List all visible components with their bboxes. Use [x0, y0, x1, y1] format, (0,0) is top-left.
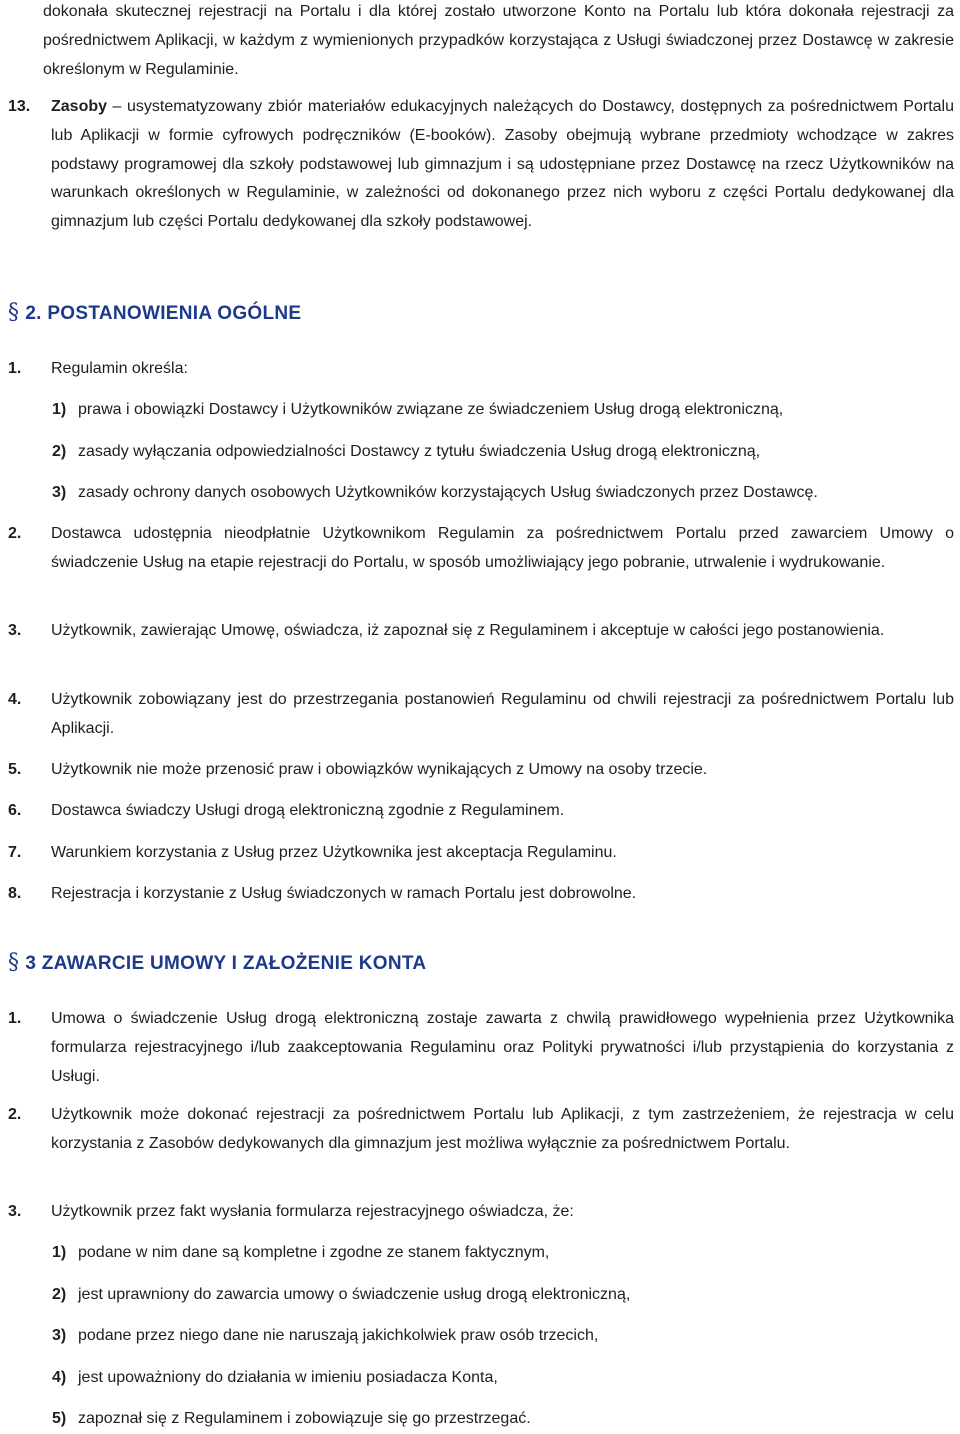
section-2-subitem-2 — [52, 438, 954, 467]
item-text: Dostawca udostępnia nieodpłatnie Użytkownikom Regulamin za pośrednictwem Portalu przed zawarciem Umowy o świadczenie Usług na etapie rejestracji do Portalu, w sposób umożliwiający jego pobranie, utrwalenie i wydrukowanie. — [51, 525, 954, 571]
item-text: Rejestracja i korzystanie z Usług świadczonych w ramach Portalu jest dobrowolne. — [51, 885, 637, 902]
section-3-subitem-2 — [52, 1281, 954, 1310]
item-text: Dostawca świadczy Usługi drogą elektroniczną zgodnie z Regulaminem. — [51, 802, 565, 819]
item-number: 8. — [8, 885, 22, 902]
section-3-heading — [8, 951, 426, 976]
subitem-number: 1) — [52, 401, 67, 418]
item-text: Użytkownik zobowiązany jest do przestrzegania postanowień Regulaminu od chwili rejestracji za pośrednictwem Portalu lub Aplikacji. — [51, 691, 954, 737]
subitem-text: zapoznał się z Regulaminem i zobowiązuje się go przestrzegać. — [78, 1410, 531, 1427]
item-text: Użytkownik przez fakt wysłania formularza rejestracyjnego oświadcza, że: — [51, 1203, 574, 1220]
item-number: 3. — [8, 1203, 22, 1220]
subitem-number: 5) — [52, 1410, 67, 1427]
section-3-subitem-5 — [52, 1405, 954, 1434]
subitem-number: 4) — [52, 1369, 67, 1386]
definition-text: – usystematyzowany zbiór materiałów edukacyjnych należących do Dostawcy, dostępnych za pośrednictwem Portalu lub Aplikacji w formie cyfrowych podręczników (E-booków). Zasoby obejmują wybrane przedmioty wchodzące w zakres podstawy programowej dla szkoły podstawowej lub gimnazjum i są udostępniane przez Dostawcę na rzecz Użytkowników na warunkach określonych w Regulaminie, w zależności od dokonanego przez nich wyboru z części Portalu dedykowanej dla gimnazjum lub części Portalu dedykowanej dla szkoły podstawowej. — [51, 98, 954, 231]
item-text: Użytkownik nie może przenosić praw i obowiązków wynikających z Umowy na osoby trzecie. — [51, 761, 708, 778]
section-2-item-7 — [8, 839, 954, 868]
section-3-item-3 — [8, 1198, 954, 1227]
item-text: Umowa o świadczenie Usług drogą elektroniczną zostaje zawarta z chwilą prawidłowego wypełnienia przez Użytkownika formularza rejestracyjnego i/lub zaakceptowania Regulaminu oraz Polityki prywatności i/lub przystąpienia do korzystania z Usługi. — [51, 1010, 954, 1085]
item-number: 2. — [8, 1106, 22, 1123]
item-text: Użytkownik może dokonać rejestracji za pośrednictwem Portalu lub Aplikacji, z tym zastrzeżeniem, że rejestracja w celu korzystania z Zasobów dedykowanych dla gimnazjum jest możliwa wyłącznie za pośrednictwem Portalu. — [51, 1106, 954, 1152]
item-number: 4. — [8, 691, 22, 708]
section-3-item-1 — [8, 1005, 954, 1091]
subitem-number: 3) — [52, 484, 67, 501]
subitem-number: 1) — [52, 1244, 67, 1261]
section-2-item-5 — [8, 756, 954, 785]
section-2-heading — [8, 301, 301, 326]
section-2-subitem-1 — [52, 396, 954, 425]
subitem-number: 2) — [52, 443, 67, 460]
subitem-text: zasady wyłączania odpowiedzialności Dostawcy z tytułu świadczenia Usług drogą elektroniczną, — [78, 443, 761, 460]
section-2-item-4 — [8, 686, 954, 744]
section-symbol: § — [8, 950, 20, 975]
subitem-text: jest uprawniony do zawarcia umowy o świadczenie usług drogą elektroniczną, — [78, 1286, 631, 1303]
section-symbol: § — [8, 300, 20, 325]
subitem-text: jest upoważniony do działania w imieniu posiadacza Konta, — [78, 1369, 498, 1386]
subitem-text: prawa i obowiązki Dostawcy i Użytkowników związane ze świadczeniem Usług drogą elektroniczną, — [78, 401, 784, 418]
section-3-subitem-3 — [52, 1322, 954, 1351]
section-3-title: 3 ZAWARCIE UMOWY I ZAŁOŻENIE KONTA — [25, 953, 427, 974]
section-2-item-1 — [8, 355, 954, 384]
section-2-item-8 — [8, 880, 954, 909]
section-3-subitem-4 — [52, 1364, 954, 1393]
section-2-title: 2. POSTANOWIENIA OGÓLNE — [25, 303, 302, 324]
section-3-subitem-1 — [52, 1239, 954, 1268]
section-2-subitem-3 — [52, 479, 954, 508]
section-3-item-2 — [8, 1101, 954, 1159]
section-2-item-2 — [8, 520, 954, 578]
item-text: Użytkownik, zawierając Umowę, oświadcza, iż zapoznał się z Regulaminem i akceptuje w całości jego postanowienia. — [51, 622, 885, 639]
item-text: Warunkiem korzystania z Usług przez Użytkownika jest akceptacja Regulaminu. — [51, 844, 617, 861]
definition-continuation-text: dokonała skutecznej rejestracji na Portalu i dla której zostało utworzone Konto na Portalu lub która dokonała rejestracji za pośrednictwem Aplikacji, w każdym z wymienionych przypadków korzystająca z Usługi świadczonej przez Dostawcę w zakresie określonym w Regulaminie. — [43, 3, 954, 78]
definition-13 — [8, 93, 954, 237]
subitem-text: podane przez niego dane nie naruszają jakichkolwiek praw osób trzecich, — [78, 1327, 599, 1344]
section-2-item-3 — [8, 617, 954, 646]
subitem-text: zasady ochrony danych osobowych Użytkowników korzystających Usług świadczonych przez Dostawcę. — [78, 484, 818, 501]
definition-body — [51, 93, 954, 237]
item-number: 1. — [8, 1010, 22, 1027]
subitem-number: 3) — [52, 1327, 67, 1344]
definition-continuation — [43, 0, 954, 84]
definition-term: Zasoby — [51, 98, 108, 115]
item-number: 1. — [8, 360, 22, 377]
item-text: Regulamin określa: — [51, 360, 188, 377]
item-number: 7. — [8, 844, 22, 861]
subitem-text: podane w nim dane są kompletne i zgodne ze stanem faktycznym, — [78, 1244, 550, 1261]
item-number: 6. — [8, 802, 22, 819]
item-number: 5. — [8, 761, 22, 778]
item-number: 3. — [8, 622, 22, 639]
subitem-number: 2) — [52, 1286, 67, 1303]
definition-number: 13. — [8, 98, 31, 115]
section-2-item-6 — [8, 797, 954, 826]
item-number: 2. — [8, 525, 22, 542]
